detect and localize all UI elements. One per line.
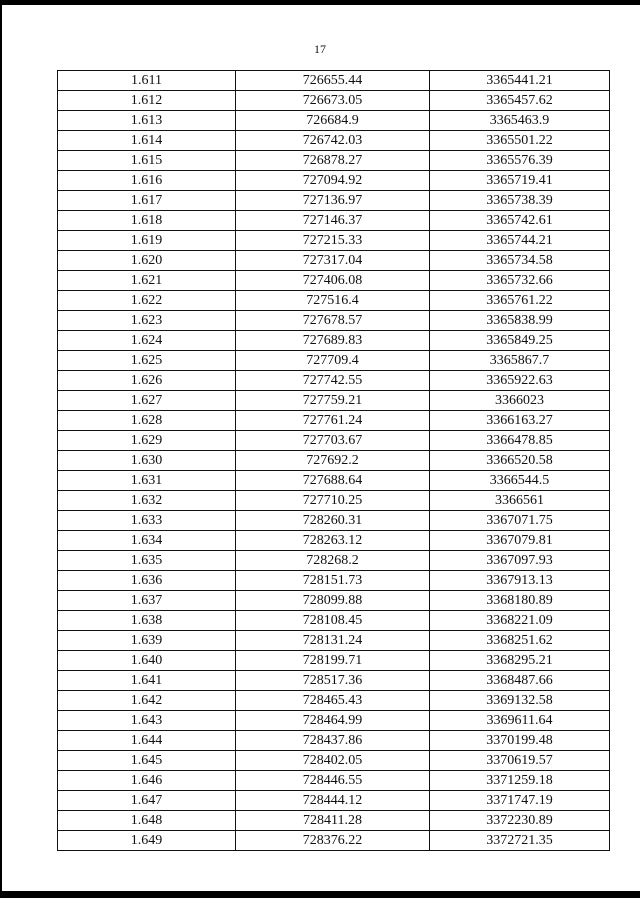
y-coordinate-cell: 3372721.35 [430,831,610,851]
y-coordinate-cell: 3369132.58 [430,691,610,711]
table-row [58,291,610,311]
x-coordinate-cell: 727317.04 [236,251,430,271]
y-coordinate-cell: 3367097.93 [430,551,610,571]
x-coordinate-cell: 727742.55 [236,371,430,391]
table-row [58,351,610,371]
y-coordinate-cell: 3365501.22 [430,131,610,151]
y-coordinate-cell: 3365734.58 [430,251,610,271]
point-id-cell: 1.614 [58,131,236,151]
table-row [58,131,610,151]
point-id-cell: 1.635 [58,551,236,571]
point-id-cell: 1.618 [58,211,236,231]
table-row [58,791,610,811]
point-id-cell: 1.624 [58,331,236,351]
point-id-cell: 1.619 [58,231,236,251]
x-coordinate-cell: 727215.33 [236,231,430,251]
y-coordinate-cell: 3368251.62 [430,631,610,651]
x-coordinate-cell: 728099.88 [236,591,430,611]
point-id-cell: 1.622 [58,291,236,311]
y-coordinate-cell: 3365838.99 [430,311,610,331]
table-row [58,171,610,191]
table-row [58,71,610,91]
point-id-cell: 1.636 [58,571,236,591]
table-row [58,471,610,491]
y-coordinate-cell: 3368487.66 [430,671,610,691]
table-row [58,591,610,611]
table-row [58,811,610,831]
point-id-cell: 1.620 [58,251,236,271]
y-coordinate-cell: 3365867.7 [430,351,610,371]
x-coordinate-cell: 728411.28 [236,811,430,831]
point-id-cell: 1.625 [58,351,236,371]
table-row [58,271,610,291]
point-id-cell: 1.632 [58,491,236,511]
y-coordinate-cell: 3365922.63 [430,371,610,391]
point-id-cell: 1.637 [58,591,236,611]
x-coordinate-cell: 727688.64 [236,471,430,491]
x-coordinate-cell: 726673.05 [236,91,430,111]
point-id-cell: 1.621 [58,271,236,291]
x-coordinate-cell: 727136.97 [236,191,430,211]
x-coordinate-cell: 727678.57 [236,311,430,331]
y-coordinate-cell: 3365742.61 [430,211,610,231]
point-id-cell: 1.615 [58,151,236,171]
table-row [58,631,610,651]
x-coordinate-cell: 728268.2 [236,551,430,571]
x-coordinate-cell: 726655.44 [236,71,430,91]
y-coordinate-cell: 3365738.39 [430,191,610,211]
x-coordinate-cell: 727710.25 [236,491,430,511]
y-coordinate-cell: 3366478.85 [430,431,610,451]
point-id-cell: 1.646 [58,771,236,791]
x-coordinate-cell: 728263.12 [236,531,430,551]
y-coordinate-cell: 3372230.89 [430,811,610,831]
y-coordinate-cell: 3365463.9 [430,111,610,131]
table-row [58,371,610,391]
x-coordinate-cell: 728465.43 [236,691,430,711]
point-id-cell: 1.644 [58,731,236,751]
x-coordinate-cell: 728151.73 [236,571,430,591]
x-coordinate-cell: 728260.31 [236,511,430,531]
point-id-cell: 1.617 [58,191,236,211]
table-row [58,771,610,791]
x-coordinate-cell: 727709.4 [236,351,430,371]
table-row [58,111,610,131]
point-id-cell: 1.613 [58,111,236,131]
point-id-cell: 1.641 [58,671,236,691]
x-coordinate-cell: 728446.55 [236,771,430,791]
table-row [58,251,610,271]
x-coordinate-cell: 728376.22 [236,831,430,851]
point-id-cell: 1.647 [58,791,236,811]
x-coordinate-cell: 727516.4 [236,291,430,311]
page-number: 17 [314,42,326,56]
y-coordinate-cell: 3366163.27 [430,411,610,431]
x-coordinate-cell: 727759.21 [236,391,430,411]
y-coordinate-cell: 3370199.48 [430,731,610,751]
table-body [58,71,610,851]
x-coordinate-cell: 728464.99 [236,711,430,731]
table-row [58,451,610,471]
table-row [58,751,610,771]
table-row [58,531,610,551]
y-coordinate-cell: 3368295.21 [430,651,610,671]
point-id-cell: 1.629 [58,431,236,451]
x-coordinate-cell: 727703.67 [236,431,430,451]
point-id-cell: 1.627 [58,391,236,411]
table-row [58,191,610,211]
point-id-cell: 1.649 [58,831,236,851]
point-id-cell: 1.638 [58,611,236,631]
point-id-cell: 1.634 [58,531,236,551]
y-coordinate-cell: 3365761.22 [430,291,610,311]
table-row [58,651,610,671]
table-row [58,491,610,511]
scan-border-left [0,0,2,898]
y-coordinate-cell: 3366023 [430,391,610,411]
table-row [58,691,610,711]
point-id-cell: 1.642 [58,691,236,711]
point-id-cell: 1.612 [58,91,236,111]
x-coordinate-cell: 727761.24 [236,411,430,431]
point-id-cell: 1.628 [58,411,236,431]
y-coordinate-cell: 3367079.81 [430,531,610,551]
table-row [58,391,610,411]
table-row [58,511,610,531]
point-id-cell: 1.645 [58,751,236,771]
point-id-cell: 1.631 [58,471,236,491]
table-row [58,331,610,351]
x-coordinate-cell: 726742.03 [236,131,430,151]
table-row [58,611,610,631]
y-coordinate-cell: 3365576.39 [430,151,610,171]
y-coordinate-cell: 3365441.21 [430,71,610,91]
x-coordinate-cell: 728444.12 [236,791,430,811]
x-coordinate-cell: 727146.37 [236,211,430,231]
table-row [58,91,610,111]
table-row [58,571,610,591]
x-coordinate-cell: 727692.2 [236,451,430,471]
y-coordinate-cell: 3370619.57 [430,751,610,771]
scan-border-bottom [0,891,640,898]
y-coordinate-cell: 3368221.09 [430,611,610,631]
y-coordinate-cell: 3367913.13 [430,571,610,591]
x-coordinate-cell: 728131.24 [236,631,430,651]
table-row [58,231,610,251]
point-id-cell: 1.611 [58,71,236,91]
y-coordinate-cell: 3366520.58 [430,451,610,471]
table-row [58,151,610,171]
y-coordinate-cell: 3369611.64 [430,711,610,731]
point-id-cell: 1.640 [58,651,236,671]
y-coordinate-cell: 3366561 [430,491,610,511]
point-id-cell: 1.643 [58,711,236,731]
point-id-cell: 1.630 [58,451,236,471]
table-row [58,831,610,851]
table-row [58,411,610,431]
x-coordinate-cell: 727406.08 [236,271,430,291]
y-coordinate-cell: 3365719.41 [430,171,610,191]
x-coordinate-cell: 728517.36 [236,671,430,691]
y-coordinate-cell: 3368180.89 [430,591,610,611]
point-id-cell: 1.633 [58,511,236,531]
table-row [58,551,610,571]
point-id-cell: 1.648 [58,811,236,831]
table-row [58,671,610,691]
x-coordinate-cell: 728437.86 [236,731,430,751]
point-id-cell: 1.616 [58,171,236,191]
table-row [58,731,610,751]
point-id-cell: 1.639 [58,631,236,651]
y-coordinate-cell: 3365732.66 [430,271,610,291]
y-coordinate-cell: 3365744.21 [430,231,610,251]
table-row [58,711,610,731]
coordinates-table [57,70,610,851]
x-coordinate-cell: 727094.92 [236,171,430,191]
x-coordinate-cell: 727689.83 [236,331,430,351]
point-id-cell: 1.623 [58,311,236,331]
y-coordinate-cell: 3365849.25 [430,331,610,351]
x-coordinate-cell: 728199.71 [236,651,430,671]
x-coordinate-cell: 726684.9 [236,111,430,131]
x-coordinate-cell: 726878.27 [236,151,430,171]
table-row [58,431,610,451]
y-coordinate-cell: 3366544.5 [430,471,610,491]
table-row [58,311,610,331]
y-coordinate-cell: 3365457.62 [430,91,610,111]
x-coordinate-cell: 728402.05 [236,751,430,771]
y-coordinate-cell: 3367071.75 [430,511,610,531]
x-coordinate-cell: 728108.45 [236,611,430,631]
scan-border-top [0,0,640,5]
y-coordinate-cell: 3371259.18 [430,771,610,791]
point-id-cell: 1.626 [58,371,236,391]
table-row [58,211,610,231]
y-coordinate-cell: 3371747.19 [430,791,610,811]
